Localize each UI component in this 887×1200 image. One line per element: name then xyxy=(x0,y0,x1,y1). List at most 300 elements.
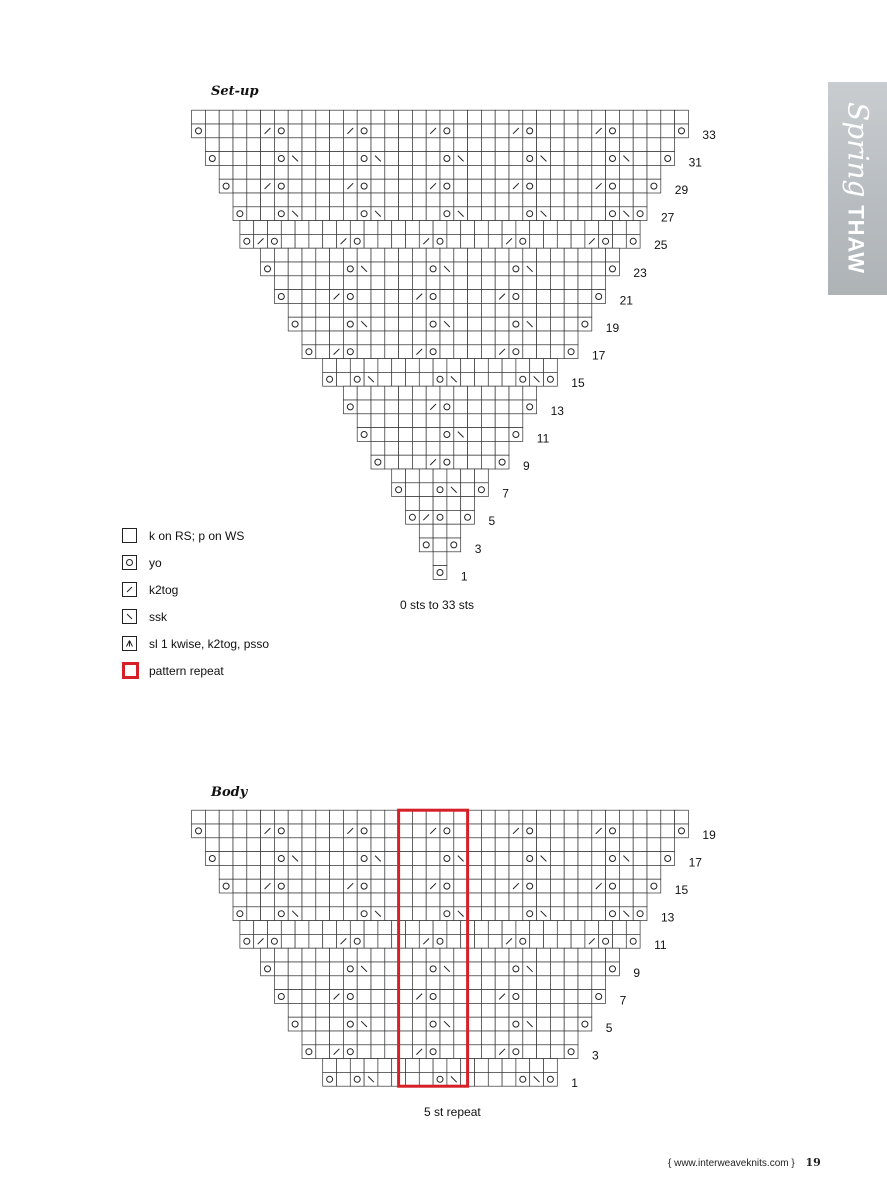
chart-cell xyxy=(454,1031,468,1045)
chart-cell xyxy=(454,810,468,824)
chart-cell xyxy=(564,948,578,962)
chart-cell xyxy=(233,810,247,824)
chart-cell xyxy=(316,865,330,879)
chart-cell xyxy=(288,893,302,907)
chart-cell xyxy=(323,921,337,935)
chart-cell xyxy=(675,824,689,838)
chart-cell xyxy=(288,810,302,824)
chart-cell xyxy=(288,838,302,852)
chart-cell xyxy=(205,810,219,824)
chart-cell xyxy=(468,865,482,879)
chart-cell xyxy=(274,962,288,976)
chart-cell xyxy=(323,1072,337,1086)
chart-cell xyxy=(419,1059,433,1073)
chart-cell xyxy=(426,962,440,976)
chart-cell xyxy=(530,921,544,935)
chart-cell xyxy=(440,893,454,907)
chart-cell xyxy=(385,879,399,893)
chart-cell xyxy=(316,990,330,1004)
chart-cell xyxy=(557,934,571,948)
chart-cell xyxy=(537,893,551,907)
row-number-label: 31 xyxy=(688,155,702,170)
chart-cell xyxy=(440,865,454,879)
chart-cell xyxy=(385,1003,399,1017)
chart-cell xyxy=(261,838,275,852)
chart-cell xyxy=(233,838,247,852)
chart-cell xyxy=(412,962,426,976)
chart-cell xyxy=(440,990,454,1004)
chart-cell xyxy=(454,962,468,976)
chart-cell xyxy=(406,921,420,935)
chart-cell xyxy=(544,1059,558,1073)
chart-cell xyxy=(606,907,620,921)
chart-cell xyxy=(509,907,523,921)
chart-cell xyxy=(495,879,509,893)
section-tab-title xyxy=(842,102,875,274)
chart-cell xyxy=(385,852,399,866)
chart-cell xyxy=(481,976,495,990)
chart-cell xyxy=(433,1059,447,1073)
chart-cell xyxy=(509,1003,523,1017)
chart-cell xyxy=(475,934,489,948)
chart-cell xyxy=(440,976,454,990)
chart-cell xyxy=(337,1059,351,1073)
chart-cell xyxy=(578,1003,592,1017)
chart-cell xyxy=(302,990,316,1004)
chart-cell xyxy=(385,865,399,879)
chart-cell xyxy=(274,976,288,990)
chart-cell xyxy=(357,907,371,921)
chart-cell xyxy=(433,921,447,935)
chart-cell xyxy=(371,824,385,838)
chart-cell xyxy=(495,976,509,990)
chart-cell xyxy=(274,990,288,1004)
chart-cell xyxy=(447,921,461,935)
chart-cell xyxy=(261,962,275,976)
chart-cell xyxy=(481,810,495,824)
chart-cell xyxy=(647,810,661,824)
chart-cell xyxy=(330,893,344,907)
chart-cell xyxy=(619,838,633,852)
chart-cell xyxy=(316,1003,330,1017)
chart-cell xyxy=(537,962,551,976)
chart-cell xyxy=(537,824,551,838)
chart-cell xyxy=(475,1072,489,1086)
chart-cell xyxy=(481,962,495,976)
chart-cell xyxy=(378,921,392,935)
chart-cell xyxy=(592,962,606,976)
chart-cell xyxy=(343,990,357,1004)
chart-cell xyxy=(440,824,454,838)
chart-cell xyxy=(240,921,254,935)
chart-cell xyxy=(288,976,302,990)
chart-cell xyxy=(578,838,592,852)
chart-cell xyxy=(281,934,295,948)
chart-cell xyxy=(619,810,633,824)
chart-cell xyxy=(578,852,592,866)
chart-cell xyxy=(378,934,392,948)
chart-cell xyxy=(419,921,433,935)
chart-cell xyxy=(399,907,413,921)
chart-cell xyxy=(537,990,551,1004)
chart-cell xyxy=(606,879,620,893)
chart-cell xyxy=(516,1059,530,1073)
chart-cell xyxy=(523,990,537,1004)
chart-cell xyxy=(399,962,413,976)
chart-cell xyxy=(468,810,482,824)
chart-cell xyxy=(343,1031,357,1045)
chart-cell xyxy=(495,865,509,879)
chart-cell xyxy=(302,852,316,866)
page-number: 19 xyxy=(805,1156,821,1169)
chart-cell xyxy=(419,1072,433,1086)
chart-cell xyxy=(468,976,482,990)
chart-cell xyxy=(488,921,502,935)
chart-cell xyxy=(537,810,551,824)
chart-cell xyxy=(261,893,275,907)
chart-cell xyxy=(302,865,316,879)
chart-cell xyxy=(550,976,564,990)
chart-cell xyxy=(481,1031,495,1045)
chart-cell xyxy=(316,1031,330,1045)
chart-cell xyxy=(261,907,275,921)
chart-cell xyxy=(399,1017,413,1031)
chart-cell xyxy=(509,962,523,976)
chart-cell xyxy=(454,948,468,962)
chart-cell xyxy=(233,907,247,921)
chart-cell xyxy=(343,1017,357,1031)
chart-cell xyxy=(412,976,426,990)
chart-cell xyxy=(619,893,633,907)
chart-cell xyxy=(343,893,357,907)
chart-cell xyxy=(481,893,495,907)
chart-cell xyxy=(316,907,330,921)
chart-cell xyxy=(633,838,647,852)
chart-cell xyxy=(254,921,268,935)
chart-cell xyxy=(661,824,675,838)
chart-cell xyxy=(509,838,523,852)
row-number-label: 13 xyxy=(550,403,564,418)
chart-cell xyxy=(599,934,613,948)
chart-cell xyxy=(440,1045,454,1059)
chart-cell xyxy=(454,879,468,893)
chart-cell xyxy=(343,838,357,852)
chart-cell xyxy=(330,907,344,921)
chart-cell xyxy=(523,810,537,824)
chart-cell xyxy=(440,879,454,893)
chart-cell xyxy=(661,810,675,824)
chart-cell xyxy=(385,962,399,976)
row-number-label: 1 xyxy=(571,1076,578,1091)
chart-cell xyxy=(475,1059,489,1073)
chart-cell xyxy=(316,893,330,907)
chart-cell xyxy=(330,976,344,990)
chart-cell xyxy=(295,921,309,935)
chart-cell xyxy=(288,865,302,879)
chart-cell xyxy=(399,838,413,852)
chart-cell xyxy=(205,852,219,866)
chart-cell xyxy=(606,962,620,976)
chart-cell xyxy=(316,810,330,824)
chart-cell xyxy=(412,1031,426,1045)
chart-cell xyxy=(585,921,599,935)
chart-cell xyxy=(302,1003,316,1017)
chart-cell xyxy=(316,824,330,838)
chart-cell xyxy=(205,824,219,838)
chart-cell xyxy=(412,865,426,879)
chart-cell xyxy=(247,865,261,879)
chart-cell xyxy=(481,838,495,852)
chart-cell xyxy=(647,824,661,838)
chart-cell xyxy=(350,921,364,935)
chart-cell xyxy=(481,879,495,893)
chart-cell xyxy=(274,824,288,838)
chart-cell xyxy=(564,1017,578,1031)
chart-cell xyxy=(219,838,233,852)
chart-cell xyxy=(364,921,378,935)
chart-cell xyxy=(537,838,551,852)
chart-cell xyxy=(302,1045,316,1059)
chart-cell xyxy=(613,921,627,935)
chart-cell xyxy=(302,1017,316,1031)
chart-cell xyxy=(606,893,620,907)
chart-cell xyxy=(406,1059,420,1073)
chart-cell xyxy=(343,1003,357,1017)
chart-cell xyxy=(399,824,413,838)
chart-cell xyxy=(371,1031,385,1045)
chart-cell xyxy=(523,824,537,838)
chart-cell xyxy=(302,824,316,838)
chart-cell xyxy=(468,1017,482,1031)
chart-cell xyxy=(323,1059,337,1073)
chart-cell xyxy=(509,810,523,824)
chart-cell xyxy=(426,810,440,824)
chart-cell xyxy=(219,824,233,838)
chart-cell xyxy=(550,1003,564,1017)
chart-cell xyxy=(337,1072,351,1086)
row-number-label: 3 xyxy=(474,541,482,556)
chart-cell xyxy=(509,865,523,879)
chart-cell xyxy=(233,865,247,879)
chart-cell xyxy=(661,838,675,852)
chart-cell xyxy=(399,976,413,990)
chart-cell xyxy=(454,1017,468,1031)
chart-cell xyxy=(509,948,523,962)
chart-cell xyxy=(426,865,440,879)
chart-cell xyxy=(550,893,564,907)
legend-label: k2tog xyxy=(149,582,179,597)
chart-cell xyxy=(261,810,275,824)
chart-cell xyxy=(412,1003,426,1017)
chart-cell xyxy=(440,810,454,824)
chart-cell xyxy=(330,824,344,838)
chart-cell xyxy=(412,1017,426,1031)
chart-cell xyxy=(385,976,399,990)
chart-cell xyxy=(509,990,523,1004)
chart-cell xyxy=(564,893,578,907)
chart-cell xyxy=(233,852,247,866)
chart-cell xyxy=(371,1045,385,1059)
chart-cell xyxy=(633,893,647,907)
chart-cell xyxy=(399,852,413,866)
chart-cell xyxy=(468,948,482,962)
chart-cell xyxy=(633,824,647,838)
row-number-label: 15 xyxy=(571,376,585,391)
chart-cell xyxy=(281,921,295,935)
row-number-label: 29 xyxy=(674,183,689,197)
chart-cell xyxy=(564,824,578,838)
chart-cell xyxy=(550,907,564,921)
chart-cell xyxy=(537,1017,551,1031)
chart-cell xyxy=(274,810,288,824)
chart-cell xyxy=(330,879,344,893)
chart-cell xyxy=(564,962,578,976)
chart-cell xyxy=(371,879,385,893)
chart-cell xyxy=(378,1059,392,1073)
row-number-label: 19 xyxy=(605,321,620,335)
chart-cell xyxy=(406,1072,420,1086)
chart-cell xyxy=(274,865,288,879)
chart-cell xyxy=(399,810,413,824)
chart-cell xyxy=(626,934,640,948)
chart-cell xyxy=(371,1017,385,1031)
chart-cell xyxy=(523,1031,537,1045)
chart-cell xyxy=(399,879,413,893)
chart-cell xyxy=(592,990,606,1004)
chart-cell xyxy=(564,1045,578,1059)
chart-cell xyxy=(564,865,578,879)
chart-cell xyxy=(633,907,647,921)
chart-cell xyxy=(357,990,371,1004)
chart-cell xyxy=(550,852,564,866)
chart-cell xyxy=(537,865,551,879)
chart-cell xyxy=(468,893,482,907)
chart-cell xyxy=(564,1031,578,1045)
chart-cell xyxy=(571,934,585,948)
row-number-label: 11 xyxy=(536,431,550,446)
chart-cell xyxy=(371,838,385,852)
chart-cell xyxy=(247,893,261,907)
chart-cell xyxy=(309,921,323,935)
chart-cell xyxy=(247,852,261,866)
chart-cell xyxy=(578,976,592,990)
chart-cell xyxy=(544,1072,558,1086)
chart-cell xyxy=(447,1059,461,1073)
chart-cell xyxy=(481,865,495,879)
chart-cell xyxy=(523,865,537,879)
chart-cell xyxy=(592,907,606,921)
chart-cell xyxy=(537,1031,551,1045)
chart-cell xyxy=(247,810,261,824)
chart-cell xyxy=(426,907,440,921)
chart-cell xyxy=(426,1045,440,1059)
chart-cell xyxy=(385,990,399,1004)
chart-cell xyxy=(578,893,592,907)
chart-cell xyxy=(613,934,627,948)
row-number-label: 9 xyxy=(633,965,641,980)
chart-cell xyxy=(288,948,302,962)
chart-cell xyxy=(440,838,454,852)
chart-cell xyxy=(454,1045,468,1059)
chart-cell xyxy=(350,934,364,948)
chart-cell xyxy=(399,948,413,962)
chart-cell xyxy=(537,1045,551,1059)
chart-cell xyxy=(502,1072,516,1086)
chart-cell xyxy=(523,976,537,990)
row-number-label: 23 xyxy=(633,265,647,280)
row-number-label: 5 xyxy=(488,514,496,529)
chart-cell xyxy=(378,1072,392,1086)
row-number-label: 9 xyxy=(523,459,530,473)
row-number-label: 7 xyxy=(619,993,627,1008)
chart-cell xyxy=(426,893,440,907)
chart-cell xyxy=(240,934,254,948)
chart-cell xyxy=(309,934,323,948)
chart-cell xyxy=(247,879,261,893)
chart-cell xyxy=(578,865,592,879)
chart-cell xyxy=(316,852,330,866)
row-number-label: 5 xyxy=(605,1021,613,1035)
page-footer xyxy=(668,1156,821,1169)
chart-cell xyxy=(330,1017,344,1031)
chart-cell xyxy=(350,1059,364,1073)
chart-cell xyxy=(288,990,302,1004)
chart-cell xyxy=(261,852,275,866)
chart-cell xyxy=(592,893,606,907)
chart-cell xyxy=(606,810,620,824)
chart-cell xyxy=(385,907,399,921)
chart-cell xyxy=(371,948,385,962)
chart-cell xyxy=(564,990,578,1004)
chart-cell xyxy=(399,1045,413,1059)
chart-cell xyxy=(578,962,592,976)
chart-cell xyxy=(330,1003,344,1017)
chart-cell xyxy=(495,838,509,852)
chart-cell xyxy=(599,921,613,935)
chart-cell xyxy=(385,1017,399,1031)
chart-cell xyxy=(371,976,385,990)
legend-label: pattern repeat xyxy=(149,663,224,678)
chart-cell xyxy=(357,893,371,907)
chart-cell xyxy=(523,838,537,852)
chart-cell xyxy=(661,852,675,866)
chart-cell xyxy=(619,824,633,838)
chart-cell xyxy=(426,990,440,1004)
chart-cell xyxy=(205,838,219,852)
chart-cell xyxy=(330,838,344,852)
chart-cell xyxy=(247,838,261,852)
chart-cell xyxy=(323,934,337,948)
chart-cell xyxy=(578,810,592,824)
chart-cell xyxy=(509,893,523,907)
chart-cell xyxy=(219,810,233,824)
chart-cell xyxy=(399,865,413,879)
chart-cell xyxy=(523,907,537,921)
chart-cell xyxy=(564,976,578,990)
chart-cell xyxy=(233,879,247,893)
chart-cell xyxy=(371,865,385,879)
chart-cell xyxy=(302,838,316,852)
chart-cell xyxy=(592,838,606,852)
chart-cell xyxy=(495,948,509,962)
chart-cell xyxy=(454,976,468,990)
chart-cell xyxy=(481,1017,495,1031)
legend-label: k on RS; p on WS xyxy=(149,528,245,543)
chart-cell xyxy=(523,948,537,962)
chart-cell xyxy=(619,879,633,893)
chart-cell xyxy=(261,865,275,879)
chart-cell xyxy=(268,921,282,935)
